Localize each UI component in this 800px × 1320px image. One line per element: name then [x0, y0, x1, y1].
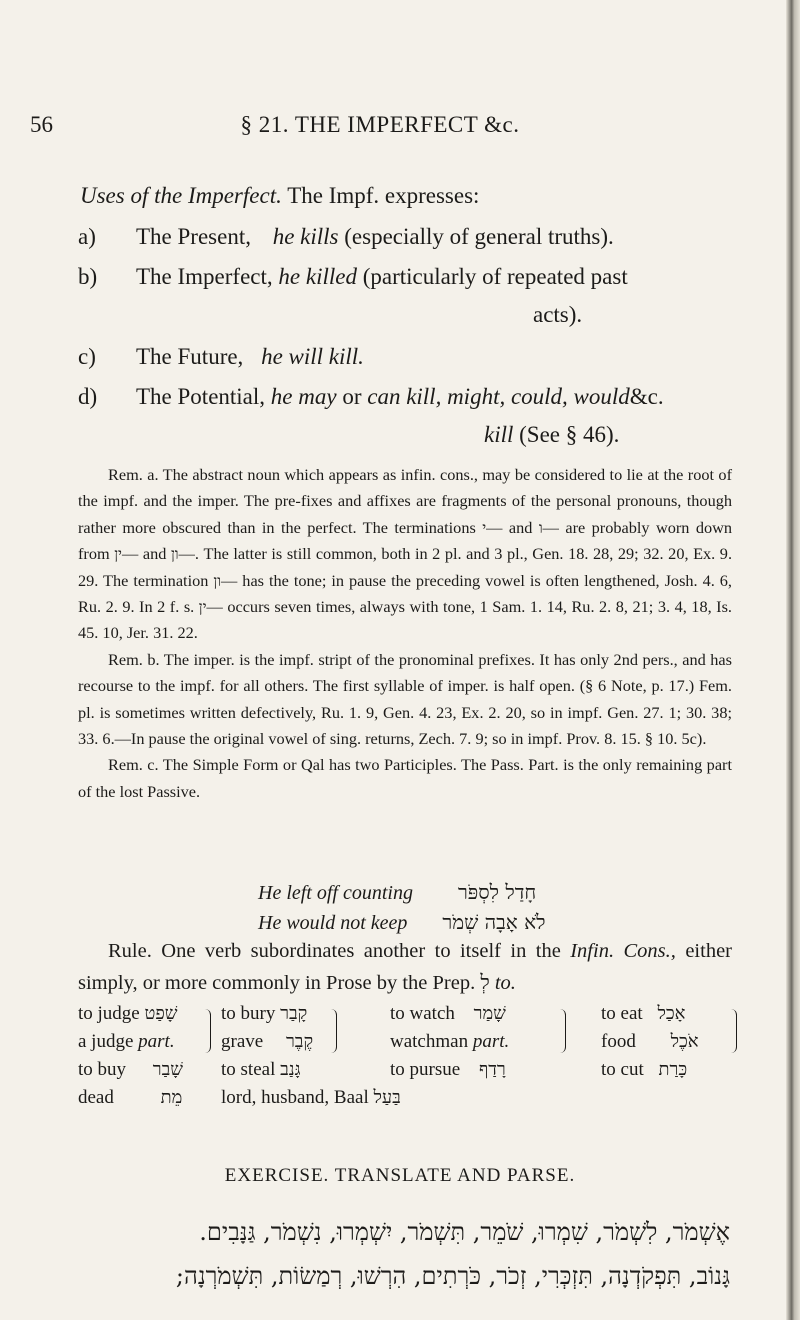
- vocab-hebrew: שָׁבַר: [152, 1059, 184, 1080]
- running-title: § 21. THE IMPERFECT &c.: [240, 112, 520, 137]
- vocab-entry: [390, 1003, 610, 1031]
- use-label: c): [78, 344, 96, 369]
- vocab-english: to eat: [601, 1003, 643, 1024]
- vocab-entry: [78, 1059, 228, 1087]
- use-name: The Imperfect,: [136, 264, 273, 289]
- vocab-brace-3: [560, 1009, 566, 1053]
- use-note: (especially of general truths).: [344, 224, 614, 249]
- use-item-d: [78, 384, 664, 410]
- vocab-hebrew: שָׁמַר: [473, 1003, 506, 1024]
- remark-c: Rem. c. The Simple Form or Qal has two Participles. The Pass. Part. is the only remaining part of the lost Passive.: [78, 755, 732, 801]
- vocab-col-3: [390, 1003, 610, 1087]
- vocab-english: a judge: [78, 1031, 134, 1052]
- vocab-english: watchman: [390, 1031, 469, 1052]
- use-item-a: [78, 224, 614, 250]
- remark-a-part: — are probably worn down from: [78, 517, 733, 564]
- use-item-d-cont: [484, 422, 619, 448]
- exercise-line-1: אֶשְׁמֹר, לִשְׁמֹר, שִׁמְרוּ, שֹׁמֵר, תִּשְׁמֹר, יִשְׁמְרוּ, נִשְׁמֹר, גַּנָּבִים.: [199, 1218, 730, 1246]
- vocab-english: dead: [78, 1087, 114, 1108]
- remark-a-part: — and: [486, 517, 533, 537]
- vocab-english: food: [601, 1031, 636, 1052]
- rule-to: to.: [494, 972, 516, 994]
- vocabulary-table: [78, 1003, 738, 1128]
- uses-heading-italic: Uses of the Imperfect.: [80, 183, 282, 208]
- use-name: The Present,: [136, 224, 251, 249]
- vocab-brace-2: [331, 1009, 337, 1053]
- vocab-english: to pursue: [390, 1059, 461, 1080]
- use-note: (particularly of repeated past: [362, 264, 628, 289]
- vocab-hebrew: אֹכֶל: [670, 1031, 699, 1052]
- vocab-hebrew: אָכַל: [657, 1003, 686, 1024]
- hebrew-ending: ון: [213, 571, 222, 590]
- example-hebrew: לֹא אָבָה שְׁמֹר: [442, 910, 546, 934]
- vocab-entry: [78, 1087, 228, 1115]
- rule-lead: Rule.: [108, 940, 152, 962]
- use-example: he may: [270, 384, 337, 409]
- exercise-text: [80, 1210, 730, 1298]
- running-header: [30, 112, 730, 142]
- hebrew-ending: ין: [114, 545, 122, 564]
- vocab-entry: [390, 1031, 610, 1059]
- vocab-entry: [601, 1031, 736, 1059]
- vocab-english: to bury: [221, 1003, 276, 1024]
- vocab-hebrew: רָדַף: [478, 1059, 506, 1080]
- vocab-hebrew: גָּנַב: [280, 1059, 301, 1080]
- rule-cons: Cons.,: [623, 940, 676, 962]
- hebrew-ending: ון: [170, 545, 179, 564]
- remark-a-part: — occurs seven times, always with tone, 1 Sam. 1. 14, Ru. 2. 8, 21; 3. 4, 18, Is. 45. 10, Jer. 31. 22.: [78, 597, 733, 643]
- use-item-b-cont: acts).: [533, 302, 583, 327]
- example-english: He left off counting: [258, 882, 413, 904]
- use-example: he kills: [272, 224, 339, 249]
- rule-text: One verb subordinates another to itself in the: [161, 940, 561, 962]
- use-item-b: [78, 264, 628, 290]
- vocab-hebrew: שָׁפַט: [144, 1003, 178, 1024]
- vocab-english: to cut: [601, 1059, 644, 1080]
- use-example: he killed: [278, 264, 357, 289]
- hebrew-ending: י: [482, 518, 487, 537]
- vocab-col-4: [601, 1003, 736, 1087]
- vocab-brace-1: [205, 1009, 211, 1053]
- use-item-c: [78, 344, 364, 370]
- remark-b: Rem. b. The imper. is the impf. stript of the pronominal prefixes. It has only 2nd pers., and has recourse to the impf. for all others. The first syllable of imper. is half open. (§ 6 Note, p. 17.) Fem. pl. is sometimes written defectively, Ru. 1. 9, Gen. 4. 23, Ex. 2. 20, so in impf. Gen. 27. 1; 30. 38; 33. 6.—In pause the original vowel of sing. returns, Zech. 7. 9; so in impf. Prov. 8. 15. § 10. 5c).: [78, 649, 732, 749]
- vocab-brace-4: [731, 1009, 737, 1053]
- exercise-line-2: גָּנוֹב, תִּפְקֹדְנָה, תִּזְכְּרִי, זְכֹר, כֹּרְתִים, הִרְשׁוּ, רְמַשׂוֹת, תִּשְׁמֹרְנָה;: [175, 1262, 730, 1290]
- vocab-entry: [601, 1059, 736, 1087]
- exercise-title: EXERCISE. TRANSLATE AND PARSE.: [224, 1165, 576, 1186]
- example-english: He would not keep: [258, 912, 408, 934]
- hebrew-ending: ין: [198, 598, 207, 617]
- uses-heading: [80, 183, 479, 209]
- remark-a-part: Rem. a. The abstract noun which appears as infin. cons., may be considered to lie at the root of the impf. and the imper. The pre-fixes and affixes are fragments of the personal pronouns, though rather more obscured than in the perfect. The terminations: [78, 465, 732, 537]
- example-line-1: [258, 880, 536, 905]
- remark-a-part: — and: [122, 544, 167, 564]
- vocab-hebrew: מֵת: [160, 1087, 183, 1108]
- page-edge-shadow: [786, 0, 800, 1320]
- rule-text-2: either simply, or more commonly in Prose by the Prep.: [78, 940, 732, 994]
- vocab-hebrew: קָבַר: [280, 1003, 308, 1024]
- page-number: 56: [30, 112, 53, 137]
- remark-a: [78, 462, 732, 805]
- vocab-entry: [221, 1087, 456, 1115]
- vocab-entry: [601, 1003, 736, 1031]
- vocab-english: lord, husband, Baal: [221, 1087, 369, 1108]
- use-note-end: &c.: [629, 384, 664, 409]
- vocab-entry: [390, 1059, 610, 1087]
- rule-prep-hebrew: לְ: [480, 970, 490, 994]
- hebrew-ending: ו: [538, 518, 543, 537]
- vocab-english-italic: part.: [138, 1031, 175, 1052]
- rule-infin: Infin.: [570, 940, 615, 962]
- use-label: d): [78, 384, 98, 409]
- vocab-english: to buy: [78, 1059, 127, 1080]
- vocab-english: to watch: [390, 1003, 455, 1024]
- rule-paragraph: [78, 936, 732, 999]
- remark-a-part: —. The latter is still common, both in 2 pl. and 3 pl., Gen. 18. 28, 29; 32. 20, Ex. 9. 29. The termination: [78, 544, 733, 590]
- use-example-2: can kill, might, could, would: [367, 384, 630, 409]
- vocab-english: to steal: [221, 1059, 276, 1080]
- vocab-english: grave: [221, 1031, 264, 1052]
- use-label: b): [78, 264, 98, 289]
- vocab-hebrew: קֶבֶר: [285, 1031, 314, 1052]
- remark-a-part: — has the tone; in pause the preceding vowel is often lengthened, Josh. 4. 6, Ru. 2. 9. In 2 f. s.: [78, 570, 732, 617]
- use-note: or: [342, 384, 362, 409]
- uses-heading-rest: The Impf. expresses:: [287, 183, 480, 208]
- example-line-2: [258, 910, 545, 935]
- use-cont-italic: kill: [484, 422, 514, 447]
- vocab-hebrew: בַּעַל: [373, 1087, 401, 1108]
- use-cont-rest: (See § 46).: [519, 422, 620, 447]
- use-label: a): [78, 224, 96, 249]
- vocab-english: to judge: [78, 1003, 140, 1024]
- use-name: The Future,: [136, 344, 244, 369]
- use-example: he will kill.: [261, 344, 364, 369]
- vocab-english-italic: part.: [472, 1031, 510, 1052]
- example-hebrew: חָדַל לִסְפֹּר: [457, 880, 537, 904]
- use-name: The Potential,: [136, 384, 266, 409]
- vocab-hebrew: כָּרַת: [658, 1059, 688, 1080]
